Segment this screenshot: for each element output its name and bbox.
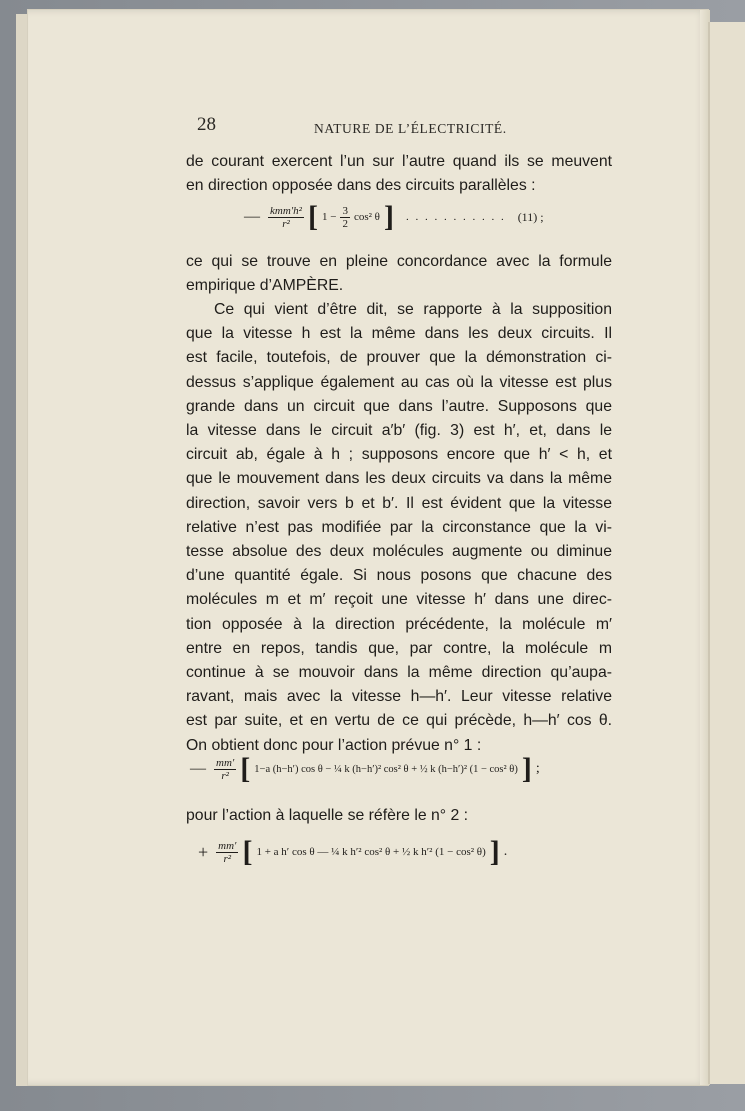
equation-11 bbox=[244, 200, 544, 233]
equation-action-1 bbox=[190, 752, 540, 785]
equation-end: ; bbox=[535, 761, 540, 776]
equation-body: 1−a (h−h′) cos θ − ¼ k (h−h′)² cos² θ + ½ k (h−h′)² (1 − cos² θ) bbox=[254, 763, 518, 775]
text-line: de courant exercent l’un sur l’autre quand ils se meuvent bbox=[186, 153, 612, 170]
equation-fraction: $\frac{3}{2}$ bbox=[342, 204, 348, 230]
right-bracket: ] bbox=[521, 752, 532, 785]
text-line: tesse absolue des deux molécules augmente ou diminue bbox=[186, 543, 612, 561]
left-bracket: [ bbox=[242, 835, 253, 868]
text-line: est facile, toutefois, de prouver que la démonstration ci- bbox=[186, 349, 612, 367]
text-line: pour l’action à laquelle se réfère le n° 2 : bbox=[186, 807, 469, 824]
text-line: Ce qui vient d’être dit, se rapporte à la supposition bbox=[214, 301, 612, 318]
equation-sign: + bbox=[198, 841, 209, 862]
facing-page bbox=[708, 22, 745, 1084]
text-line: la vitesse dans le circuit a′b′ (fig. 3) est h′, et, dans le bbox=[186, 422, 612, 440]
equation-body: 1 + a h′ cos θ — ¼ k h′² cos² θ + ½ k h′² (1 − cos² θ) bbox=[256, 846, 486, 858]
text-line: tion opposée à la direction précédente, la molécule m′ bbox=[186, 615, 612, 633]
equation-fraction: $\frac{mm'}{\text{r²}}$ bbox=[216, 756, 235, 782]
equation-action-2 bbox=[198, 835, 508, 868]
equation-sign: — bbox=[244, 208, 260, 225]
equation-fraction: $\frac{\text{kmm′h²}}{\text{r²}}$ bbox=[270, 204, 302, 230]
text-line: entre en repos, tandis que, par contre, la molécule m bbox=[186, 639, 612, 657]
paragraph-4 bbox=[186, 804, 612, 828]
equation-sign: — bbox=[190, 760, 206, 777]
text-line: ravant, mais avec la vitesse h—h′. Leur vitesse relative bbox=[186, 688, 612, 706]
text-line: dessus s’applique également au cas où la vitesse est plus bbox=[186, 373, 612, 391]
equation-term: cos² θ bbox=[353, 211, 380, 223]
text-line: empirique d’AMPÈRE. bbox=[186, 277, 344, 295]
text-line: que la vitesse h est la même dans les deux circuits. Il bbox=[186, 325, 612, 343]
text-line: direction, savoir vers b et b′. Il est évident que la vitesse bbox=[186, 494, 612, 512]
text-line: d’une quantité égale. Si nous posons que chacune des bbox=[186, 567, 612, 585]
text-line: On obtient donc pour l’action prévue n° 1 : bbox=[186, 736, 482, 754]
running-title: NATURE DE L’ÉLECTRICITÉ. bbox=[314, 121, 507, 136]
dot-leader: . . . . . . . . . . . bbox=[405, 211, 506, 223]
text-line: ce qui se trouve en pleine concordance avec la formule bbox=[186, 253, 612, 270]
text-line: circuit ab, égale à h ; supposons encore que h′ < h, et bbox=[186, 446, 612, 464]
equation-fraction: $\frac{mm'}{\text{r²}}$ bbox=[218, 839, 237, 865]
page-number: 28 bbox=[197, 114, 216, 135]
paragraph-2 bbox=[186, 250, 612, 298]
paragraph-3 bbox=[186, 298, 612, 758]
text-line: grande dans un circuit que dans l’autre. Supposons que bbox=[186, 397, 612, 415]
left-bracket: [ bbox=[307, 200, 318, 233]
right-bracket: ] bbox=[383, 200, 394, 233]
text-line: est par suite, et en vertu de ce qui précède, h—h′ cos θ. bbox=[186, 712, 612, 730]
text-line: molécules m et m′ reçoit une vitesse h′ dans une direc- bbox=[186, 591, 612, 609]
text-line: continue à se mouvoir dans la même direction qu’aupa- bbox=[186, 664, 612, 682]
equation-term: 1 − bbox=[321, 211, 337, 223]
right-bracket: ] bbox=[489, 835, 500, 868]
equation-end: . bbox=[503, 844, 508, 859]
equation-label: (11) ; bbox=[517, 209, 544, 224]
left-bracket: [ bbox=[240, 752, 251, 785]
text-line: relative n’est pas modifiée par la circonstance que la vi- bbox=[186, 518, 612, 536]
text-line: en direction opposée dans des circuits parallèles : bbox=[186, 177, 536, 195]
paragraph-1 bbox=[186, 150, 612, 198]
text-line: que le mouvement dans les deux circuits va dans la même bbox=[186, 470, 612, 488]
